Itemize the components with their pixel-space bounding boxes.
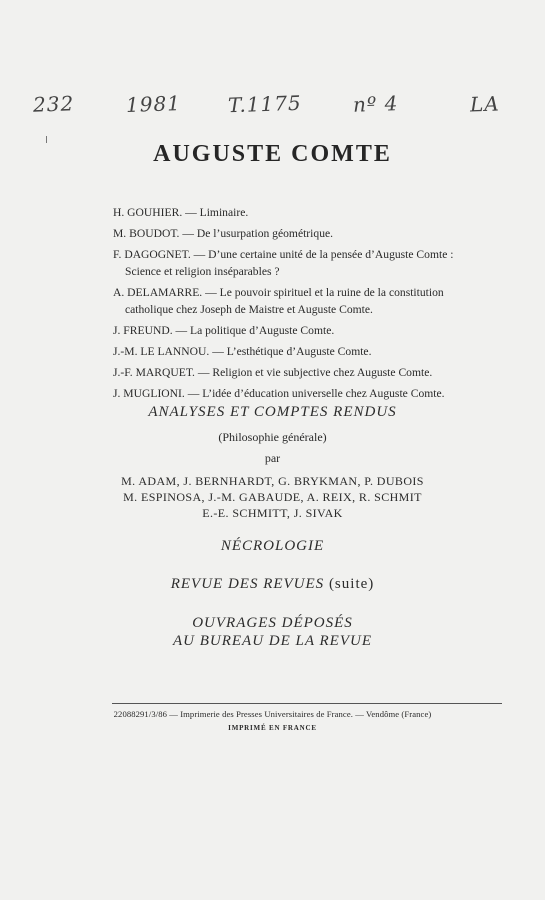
toc-author: A. DELAMARRE. — [113, 286, 203, 299]
reviewer-line: M. ADAM, J. BERNHARDT, G. BRYKMAN, P. DUBOIS — [121, 474, 424, 488]
analyses-heading: ANALYSES ET COMPTES RENDUS — [148, 404, 397, 420]
table-of-contents — [113, 204, 498, 406]
ouvrages-heading — [0, 614, 545, 650]
toc-author: J. MUGLIONI. — [113, 387, 185, 400]
toc-title: Religion et vie subjective chez Auguste Comte. — [212, 366, 433, 379]
toc-title: D’une certaine unité de la pensée d’Auguste Comte : — [208, 248, 454, 261]
toc-title-continuation: Science et religion inséparables ? — [125, 265, 280, 278]
analyses-par: par — [264, 451, 281, 465]
toc-author: J. FREUND. — [113, 324, 173, 337]
toc-entry: J.-F. MARQUET. — Religion et vie subjective chez Auguste Comte. — [113, 366, 433, 379]
toc-author: J.-M. LE LANNOU. — [113, 345, 210, 358]
revue-heading — [0, 576, 545, 593]
toc-title: La politique d’Auguste Comte. — [189, 324, 335, 337]
toc-entry: F. DAGOGNET. — D’une certaine unité de la pensée d’Auguste Comte : Science et religion inséparables ? — [113, 246, 498, 280]
toc-author: F. DAGOGNET. — [113, 248, 191, 261]
page-title: AUGUSTE COMTE — [153, 141, 392, 167]
revue-suffix: (suite) — [328, 576, 375, 592]
toc-entry: H. GOUHIER. — Liminaire. — [113, 206, 249, 219]
printer-imprint: 22088291/3/86 — Imprimerie des Presses Universitaires de France. — Vendôme (France) — [113, 709, 432, 719]
handwritten-note: 1981 — [125, 91, 182, 117]
printed-in-france: IMPRIMÉ EN FRANCE — [228, 724, 317, 732]
toc-title: De l’usurpation géométrique. — [196, 227, 334, 240]
ouvrages-line: AU BUREAU DE LA REVUE — [172, 633, 373, 649]
toc-title: Liminaire. — [199, 206, 249, 219]
toc-entry: J. FREUND. — La politique d’Auguste Comte. — [113, 324, 335, 337]
toc-entry: M. BOUDOT. — De l’usurpation géométrique. — [113, 227, 334, 240]
toc-author: H. GOUHIER. — [113, 206, 183, 219]
toc-entry: A. DELAMARRE. — Le pouvoir spirituel et la ruine de la constitution catholique chez Joseph de Maistre et Auguste Comte. — [113, 284, 498, 318]
toc-title: L’idée d’éducation universelle chez Auguste Comte. — [202, 387, 445, 400]
toc-title-continuation: catholique chez Joseph de Maistre et Auguste Comte. — [125, 303, 373, 316]
handwritten-note: LA — [469, 91, 501, 117]
reviewer-names — [0, 473, 545, 521]
handwritten-note: nº 4 — [352, 91, 399, 117]
analyses-subtitle: (Philosophie générale) — [218, 430, 327, 444]
necrologie-heading: NÉCROLOGIE — [220, 538, 325, 554]
handwritten-note: 232 — [32, 91, 75, 117]
handwritten-note: T.1175 — [227, 90, 303, 118]
toc-entry: J.-M. LE LANNOU. — L’esthétique d’Auguste Comte. — [113, 345, 372, 358]
reviewer-line: E.-E. SCHMITT, J. SIVAK — [202, 506, 343, 520]
reviewer-line: M. ESPINOSA, J.-M. GABAUDE, A. REIX, R. SCHMIT — [123, 490, 422, 504]
toc-title: L’esthétique d’Auguste Comte. — [226, 345, 372, 358]
ouvrages-line: OUVRAGES DÉPOSÉS — [192, 615, 353, 631]
toc-author: M. BOUDOT. — [113, 227, 180, 240]
footer-divider — [112, 703, 502, 704]
toc-entry: J. MUGLIONI. — L’idée d’éducation universelle chez Auguste Comte. — [113, 387, 445, 400]
toc-title: Le pouvoir spirituel et la ruine de la constitution — [219, 286, 444, 299]
toc-author: J.-F. MARQUET. — [113, 366, 195, 379]
revue-title: REVUE DES REVUES — [170, 576, 325, 592]
